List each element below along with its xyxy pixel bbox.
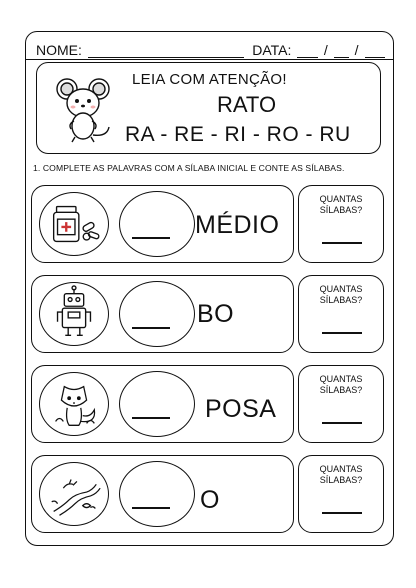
syllable-count-box: [298, 185, 384, 263]
count-question: QUANTAS: [319, 374, 363, 384]
syllable-count-box: [298, 455, 384, 533]
count-question: QUANTAS: [319, 194, 363, 204]
syllable-blank[interactable]: [132, 417, 170, 419]
picture-circle: [39, 192, 109, 256]
count-question: SÍLABAS?: [319, 385, 363, 395]
medicine-bottle-icon: [40, 193, 108, 255]
syllable-circle: [119, 371, 195, 437]
count-blank[interactable]: [322, 242, 362, 244]
exercise-row: [31, 275, 294, 353]
count-question: SÍLABAS?: [319, 295, 363, 305]
date-day-field[interactable]: [297, 43, 317, 58]
syllable-circle: [119, 461, 195, 527]
header-divider: [26, 59, 393, 60]
date-label: DATA:: [252, 42, 292, 58]
count-blank[interactable]: [322, 332, 362, 334]
word-ending: MÉDIO: [195, 211, 280, 239]
fox-icon: [40, 373, 108, 435]
word-ending: O: [200, 486, 220, 514]
syllable-count-box: [298, 365, 384, 443]
date-separator: /: [323, 42, 328, 58]
date-year-field[interactable]: [365, 43, 385, 58]
date-month-field[interactable]: [334, 43, 349, 58]
syllable-count-box: [298, 275, 384, 353]
word-ending: BO: [197, 300, 235, 328]
title-word: RATO: [217, 92, 277, 117]
syllable-blank[interactable]: [132, 237, 170, 239]
syllable-blank[interactable]: [132, 327, 170, 329]
worksheet: [25, 31, 394, 546]
name-field[interactable]: [88, 43, 244, 58]
count-question: QUANTAS: [319, 284, 363, 294]
title-box: [36, 62, 381, 154]
count-question: QUANTAS: [319, 464, 363, 474]
exercise-instruction: 1. COMPLETE AS PALAVRAS COM A SÍLABA INICIAL E CONTE AS SÍLABAS.: [33, 163, 345, 173]
picture-circle: [39, 372, 109, 436]
robot-icon: [40, 283, 108, 345]
count-blank[interactable]: [322, 512, 362, 514]
syllable-family: RA - RE - RI - RO - RU: [125, 123, 351, 146]
picture-circle: [39, 282, 109, 346]
syllable-blank[interactable]: [132, 507, 170, 509]
count-blank[interactable]: [322, 422, 362, 424]
river-icon: [40, 463, 108, 525]
header: [36, 36, 385, 58]
syllable-circle: [119, 281, 195, 347]
word-ending: POSA: [205, 395, 277, 423]
count-question: SÍLABAS?: [319, 475, 363, 485]
count-question: SÍLABAS?: [319, 205, 363, 215]
date-separator: /: [354, 42, 359, 58]
exercise-row: [31, 455, 294, 533]
exercise-row: [31, 185, 294, 263]
picture-circle: [39, 462, 109, 526]
name-label: NOME:: [36, 42, 82, 58]
syllable-circle: [119, 191, 195, 257]
mouse-icon: [49, 75, 119, 145]
exercise-row: [31, 365, 294, 443]
title-instruction: LEIA COM ATENÇÃO!: [132, 71, 287, 88]
